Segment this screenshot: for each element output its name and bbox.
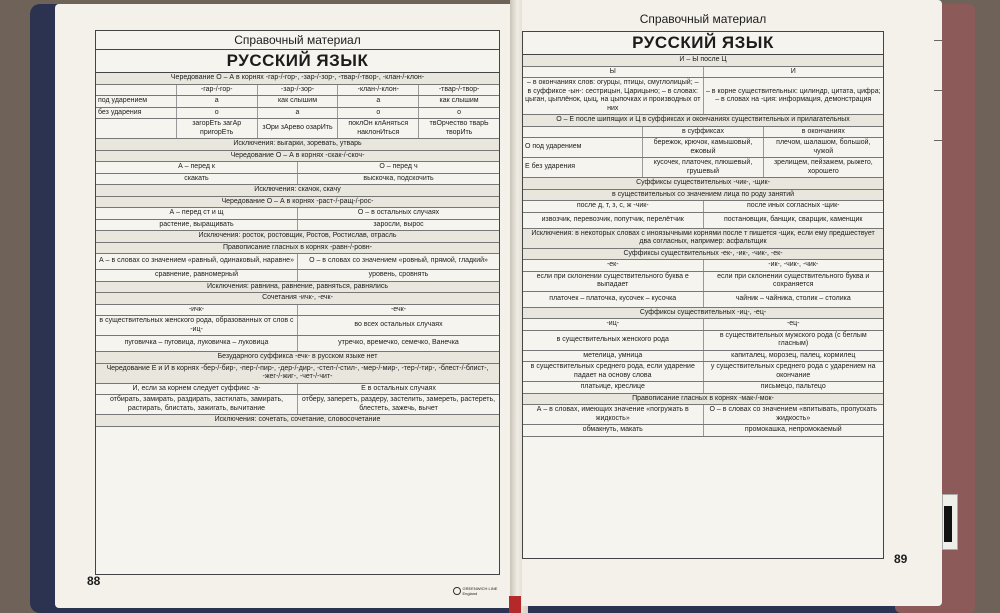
table-row [523, 308, 883, 320]
table-row [523, 138, 883, 158]
left-page [55, 4, 515, 608]
table-cell: утречко, времечко, семечко, Ванечка [338, 339, 459, 347]
table-cell: -ек- [523, 260, 704, 271]
section-heading: Чередование О – А в корнях -скак-/-скоч- [96, 151, 499, 162]
table-row [523, 351, 883, 363]
table-row [96, 108, 499, 120]
table-row [523, 331, 883, 351]
table-row [96, 293, 499, 305]
table-cell: если при склонении существительного буква и сохраняется [717, 272, 870, 288]
table-cell: А – перед ст и щ [96, 208, 298, 219]
table-cell: а [177, 96, 258, 107]
table-row [523, 67, 883, 79]
table-cell: И [790, 67, 796, 75]
table-cell: -ец- [786, 320, 800, 327]
table-row [96, 220, 499, 232]
section-heading: Чередование О – А в корнях -раст-/-ращ-/-рос- [96, 197, 499, 208]
table-row [96, 162, 499, 174]
table-row [523, 394, 883, 406]
table-cell: отбирать, замирать, раздирать, застилать, замирать, растирать, блистать, зажигать, вычитание [96, 395, 298, 414]
table-cell: у существительных среднего рода с ударением на окончание [710, 363, 876, 379]
table-cell: в существительных среднего рода, если ударение падает на основу слова [523, 362, 704, 381]
logo-text: GREENWICH LINE England [462, 586, 498, 596]
section-heading: в существительных со значением лица по роду занятий [523, 190, 883, 201]
table-cell: А – перед к [96, 162, 298, 173]
table-row [523, 229, 883, 249]
table-row [96, 395, 499, 415]
table-cell: уровень, сровнять [368, 271, 429, 278]
table-cell: -ик-, -чик-, -чик- [768, 261, 819, 268]
table-cell: без ударения [96, 108, 177, 119]
table-row [523, 405, 883, 425]
left-page-header: Справочный материал [96, 31, 499, 50]
table-row [523, 249, 883, 261]
table-cell: А – в словах, имеющих значение «погружать в жидкость» [523, 405, 704, 424]
section-heading: Суффиксы существительных -иц-, -ец- [523, 308, 883, 319]
table-cell: А – в словах со значением «равный, одинаковый, наравне» [96, 254, 298, 269]
page-edge-tabs [930, 40, 942, 180]
table-row [96, 85, 499, 97]
table-cell: как слышим [439, 97, 479, 104]
table-row [523, 115, 883, 127]
table-row [523, 319, 883, 331]
table-cell: о [457, 108, 462, 116]
section-heading: Исключения: росток, ростовщик, Ростов, Ростислав, отрасль [96, 231, 499, 242]
table-cell: О под ударением [523, 138, 643, 157]
table-cell: платочек – платочка, кусочек – кусочка [523, 292, 704, 307]
table-cell: -твар-/-твор- [438, 85, 480, 93]
table-row [96, 352, 499, 364]
table-row [523, 78, 883, 115]
table-cell: извозчик, перевозчик, попутчик, перелётчик [523, 213, 704, 228]
page-number-left: 88 [87, 574, 101, 588]
table-cell: а [258, 108, 339, 119]
section-heading: Исключения: выгарки, зоревать, утварь [96, 139, 499, 150]
table-cell: во всех остальных случаях [354, 321, 443, 329]
table-cell: -зар-/-зор- [258, 85, 339, 96]
table-cell: о [338, 108, 419, 119]
section-heading: Исключения: в некоторых словах с иноязычными корнями после т пишется -щик, если ему предшествует два согласных, например: асфальтщик [523, 229, 883, 248]
table-row [96, 270, 499, 282]
right-page [522, 0, 942, 606]
table-row [96, 197, 499, 209]
table-row [96, 282, 499, 294]
table-row [96, 139, 499, 151]
table-row [523, 213, 883, 229]
table-cell: заросли, вырос [373, 220, 424, 228]
table-row [523, 425, 883, 437]
table-cell [523, 127, 643, 138]
table-cell: отберу, заперетъ, раздеру, застелить, замереть, растереть, блестеть, зажечь, вычет [301, 396, 496, 412]
table-row [96, 73, 499, 85]
table-row [523, 190, 883, 202]
table-row [523, 178, 883, 190]
section-heading: Суффиксы существительных -ек-, -ик-, -чик-, -ек- [523, 249, 883, 260]
table-cell: сравнение, равномерный [96, 270, 298, 281]
table-cell: в существительных мужского рода (с беглым гласным) [719, 331, 867, 347]
table-cell: – в корне существительных: цилиндр, цитата, цифра; – в словах на -ция: информация, демонстрация [705, 87, 881, 103]
table-cell: -ечк- [390, 305, 407, 313]
bookmark-card-stripe [944, 506, 952, 542]
section-heading: Чередование Е и И в корнях -бер-/-бир-, -пер-/-пир-, -дер-/-дир-, -стел-/-стил-, -мер-/-мир-, -тер-/-тир-, -блест-/-блист-, -жег-/-жиг-, -чет-/-чит- [96, 364, 499, 383]
table-row [96, 208, 499, 220]
table-row [523, 272, 883, 292]
section-heading: Безударного суффикса -ечк- в русском языке нет [96, 352, 499, 363]
table-cell: И, если за корнем следует суффикс -а- [96, 384, 298, 395]
table-cell: о [177, 108, 258, 119]
logo-emblem-icon [453, 587, 461, 595]
table-cell: Е без ударения [523, 158, 643, 177]
table-cell: в существительных женского рода [523, 331, 704, 350]
table-cell: зОри зАрево озарИть [258, 119, 339, 138]
table-cell: как слышим [258, 96, 339, 107]
page-number-right: 89 [894, 552, 908, 566]
right-page-title: РУССКИЙ ЯЗЫК [523, 32, 883, 55]
table-row [96, 384, 499, 396]
table-cell: О – в словах со значением «впитывать, пропускать жидкость» [709, 406, 877, 422]
table-row [96, 151, 499, 163]
table-row [523, 382, 883, 394]
section-heading: И – Ы после Ц [523, 55, 883, 66]
table-cell: пуговичка – пуговица, луковичка – луковица [96, 336, 298, 351]
left-table [95, 30, 500, 575]
table-cell [96, 85, 177, 96]
table-cell: промокашка, непромокаемый [744, 426, 842, 433]
left-page-title: РУССКИЙ ЯЗЫК [96, 50, 499, 73]
table-row [523, 292, 883, 308]
table-cell: О – в остальных случаях [357, 209, 440, 216]
table-cell: после иных согласных -щик- [747, 202, 840, 209]
table-cell: платьице, креслице [523, 382, 704, 393]
table-cell: загорЕть загАр пригорЕть [177, 119, 258, 138]
table-cell: выскочка, подскочить [363, 174, 434, 182]
table-cell: в окончаниях [801, 127, 845, 135]
table-row [96, 254, 499, 270]
table-cell: метелица, умница [523, 351, 704, 362]
section-heading: Суффиксы существительных -чик-, -щик- [523, 178, 883, 189]
table-cell: в существительных женского рода, образованных от слов с -иц- [96, 316, 298, 335]
table-cell: О – перед ч [379, 163, 418, 170]
table-cell: обмакнуть, макать [523, 425, 704, 436]
table-cell: а [338, 96, 419, 107]
brand-logo [453, 579, 509, 603]
table-cell: зрелищем, пейзажем, рыжего, хорошего [773, 159, 873, 175]
table-cell: под ударением [96, 96, 177, 107]
table-cell: скакать [96, 174, 298, 185]
bookmark-ribbon [509, 596, 521, 613]
table-cell: в суффиксах [643, 127, 763, 138]
table-cell: -ичк- [96, 305, 298, 316]
table-cell: -клан-/-клон- [338, 85, 419, 96]
table-row [523, 55, 883, 67]
table-row [523, 201, 883, 213]
table-row [523, 127, 883, 139]
table-cell: -гар-/-гор- [177, 85, 258, 96]
table-cell: письмецо, пальтецо [760, 383, 826, 390]
section-heading: Исключения: равнина, равнение, равняться, равнялись [96, 282, 499, 293]
table-cell: постановщик, банщик, сварщик, каменщик [724, 215, 863, 223]
edge-mark [934, 140, 942, 141]
table-cell: Ы [523, 67, 704, 78]
table-cell: после д, т, з, с, ж -чик- [523, 201, 704, 212]
table-cell: твОрчество тварЬ творИть [429, 120, 489, 136]
table-cell: если при склонении существительного буква е выпадает [523, 272, 704, 291]
table-cell: -иц- [523, 319, 704, 330]
section-heading: О – Е после шипящих и Ц в суффиксах и окончаниях существительных и прилагательных [523, 115, 883, 126]
edge-mark [934, 90, 942, 91]
table-row [96, 119, 499, 139]
table-cell: бережок, крючок, камышовый, ежовый [643, 138, 763, 157]
section-heading: Исключения: скачок, скачу [96, 185, 499, 196]
table-cell: кусочек, платочек, плюшевый, грушевый [643, 158, 763, 177]
table-row [96, 336, 499, 352]
table-cell: Е в остальных случаях [361, 384, 436, 392]
table-row [96, 364, 499, 384]
table-cell: поклОн клАняться наклонИться [338, 119, 419, 138]
table-row [96, 185, 499, 197]
table-cell: О – в словах со значением «ровный, прямой, гладкий» [309, 257, 488, 265]
right-table [522, 31, 884, 559]
table-cell: чайник – чайника, столик – столика [735, 294, 851, 302]
edge-mark [934, 40, 942, 41]
table-row [523, 260, 883, 272]
table-cell: капиталец, морозец, палец, кормилец [731, 351, 856, 359]
table-row [523, 158, 883, 178]
table-row [96, 96, 499, 108]
section-heading: Чередование О – А в корнях -гар-/-гор-, -зар-/-зор-, -твар-/-твор-, -клан-/-клон- [96, 73, 499, 84]
table-row [96, 243, 499, 255]
table-cell [96, 119, 177, 138]
right-page-header: Справочный материал [639, 12, 767, 26]
left-rows [96, 73, 499, 427]
table-cell: – в окончаниях слов: огурцы, птицы, смуглолицый; – в суффиксе -ын-: сестрицын, Царицыно; – в словах: цыган, цыплёнок, цыц, на цыпочках и производных от них [523, 78, 704, 114]
table-row [96, 174, 499, 186]
section-heading: Исключения: сочетать, сочетание, словосочетание [96, 415, 499, 426]
table-cell: плечом, шалашом, большой, чужой [776, 139, 871, 155]
right-rows [523, 55, 883, 437]
table-row [96, 231, 499, 243]
section-heading: Правописание гласных в корнях -мак-/-мок- [523, 394, 883, 405]
table-cell: растение, выращивать [96, 220, 298, 231]
section-heading: Сочетания -ичк-, -ечк- [96, 293, 499, 304]
table-row [96, 305, 499, 317]
section-heading: Правописание гласных в корнях -равн-/-ровн- [96, 243, 499, 254]
table-row [523, 362, 883, 382]
table-row [96, 316, 499, 336]
table-row [96, 415, 499, 427]
